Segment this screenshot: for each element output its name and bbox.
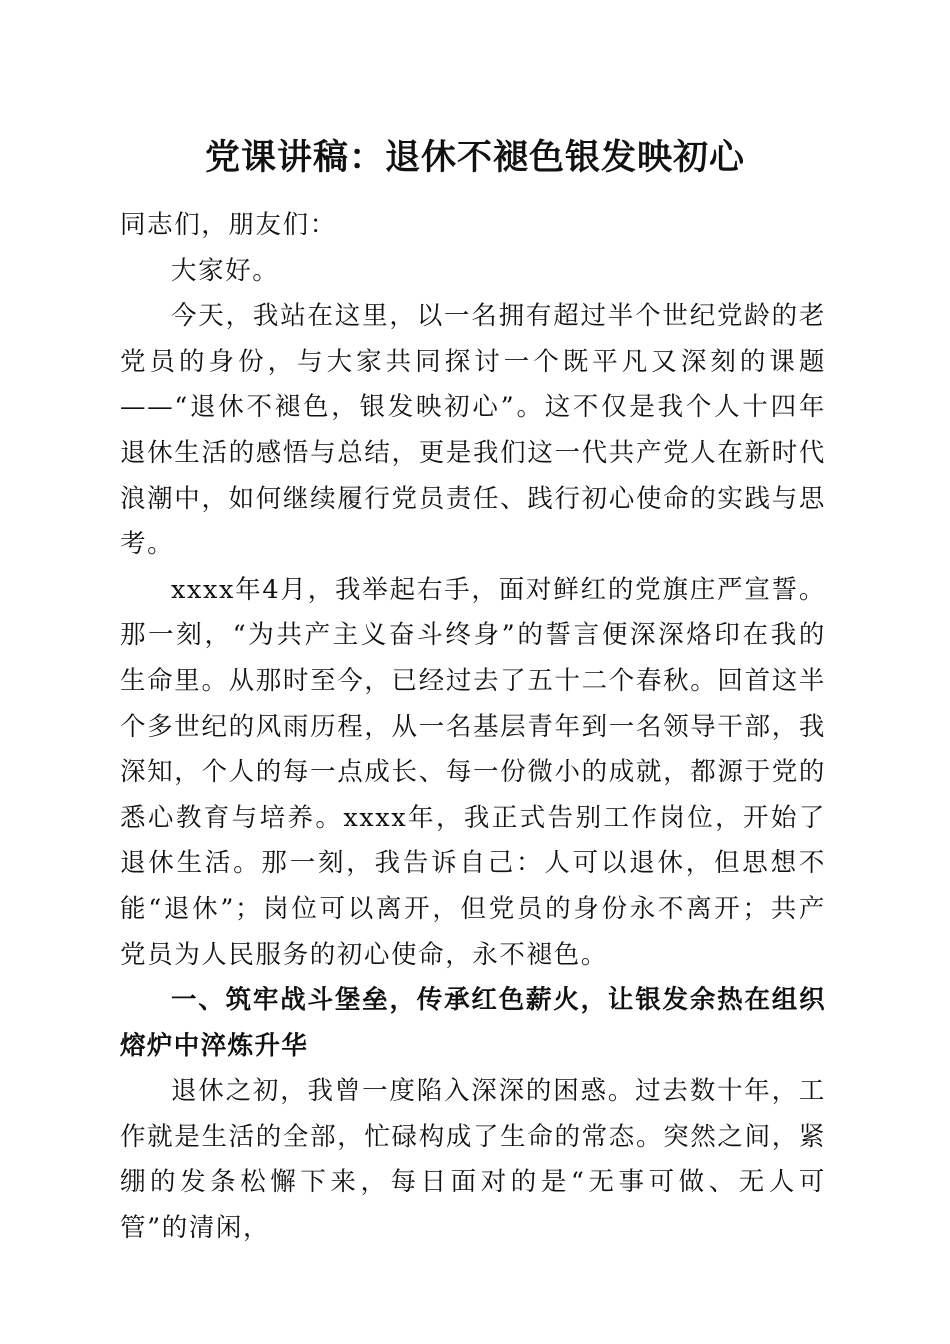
paragraph-section-one: 退休之初，我曾一度陷入深深的困惑。过去数十年，工作就是生活的全部，忙碌构成了生命的常态。突然之间，紧绷的发条松懈下来，每日面对的是“无事可做、无人可管”的清闲， bbox=[120, 1076, 826, 1244]
salutation: 同志们，朋友们： bbox=[120, 210, 337, 240]
document-body bbox=[120, 203, 826, 1252]
paragraph-oath: xxxx年4月，我举起右手，面对鲜红的党旗庄严宣誓。那一刻，“为共产主义奋斗终身”的誓言便深深烙印在我的生命里。从那时至今，已经过去了五十二个春秋。回首这半个多世纪的风雨历程，从一名基层青年到一名领导干部，我深知，个人的每一点成长、每一份微小的成就，都源于党的悉心教育与培养。xxxx年，我正式告别工作岗位，开始了退休生活。那一刻，我告诉自己：人可以退休，但思想不能“退休”；岗位可以离开，但党员的身份永不离开；共产党员为人民服务的初心使命，永不褪色。 bbox=[120, 574, 826, 970]
document-title: 党课讲稿：退休不褪色银发映初心 bbox=[204, 137, 745, 178]
paragraph-intro: 今天，我站在这里，以一名拥有超过半个世纪党龄的老党员的身份，与大家共同探讨一个既平凡又深刻的课题——“退休不褪色，银发映初心”。这不仅是我个人十四年退休生活的感悟与总结，更是我们这一代共产党人在新时代浪潮中，如何继续履行党员责任、践行初心使命的实践与思考。 bbox=[120, 301, 826, 560]
greeting: 大家好。 bbox=[171, 255, 280, 286]
section-heading: 一、筑牢战斗堡垒，传承红色薪火，让银发余热在组织熔炉中淬炼升华 bbox=[120, 985, 826, 1061]
